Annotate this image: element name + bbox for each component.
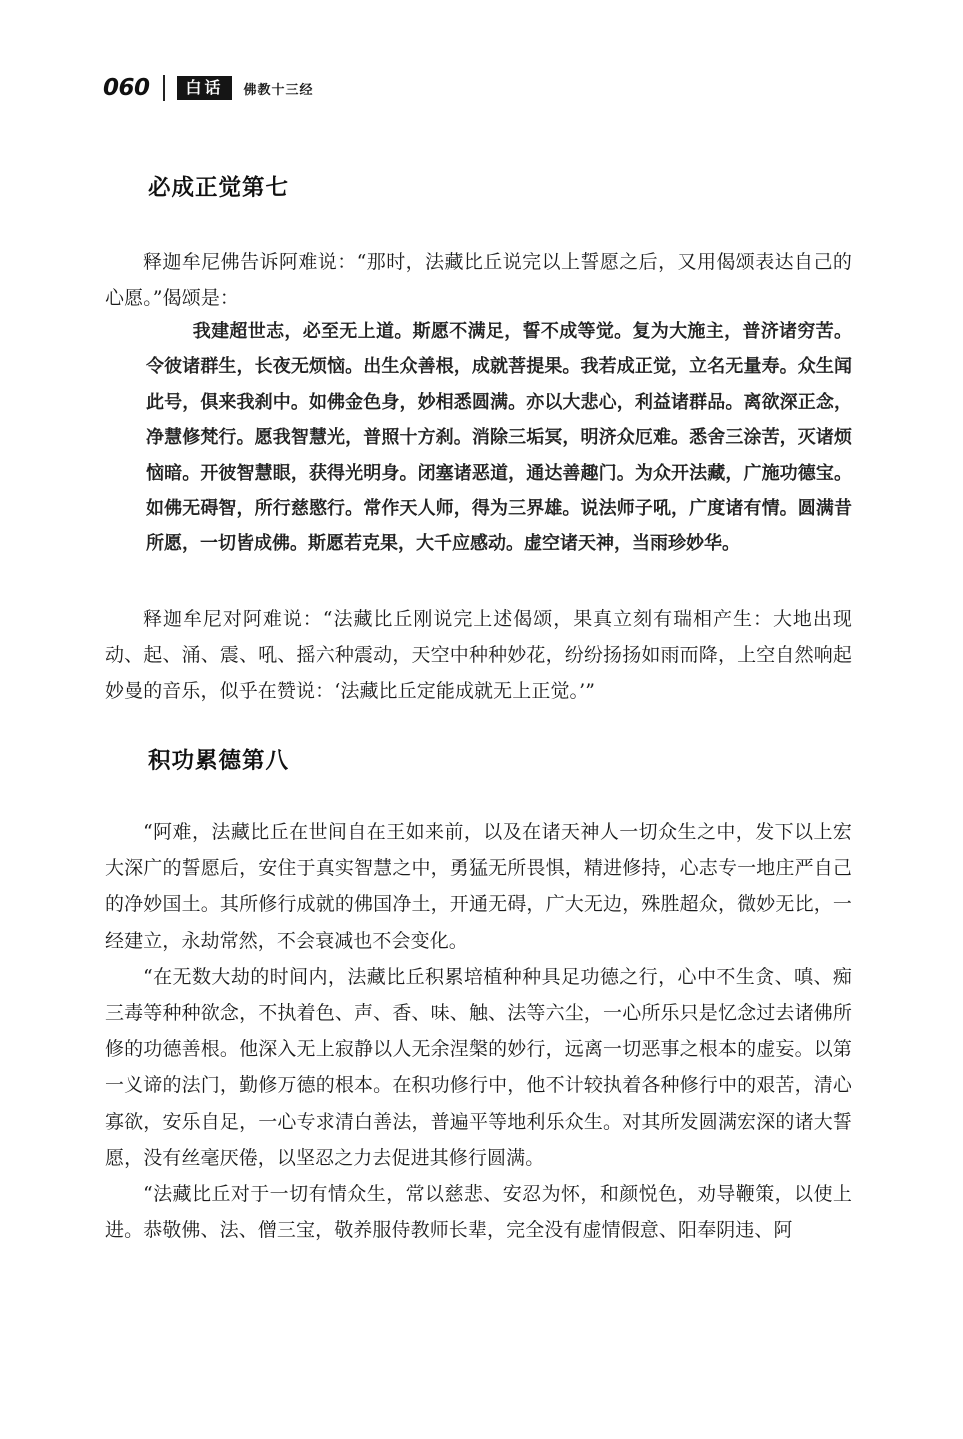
paragraph: “阿难，法藏比丘在世间自在王如来前，以及在诸天神人一切众生之中，发下以上宏大深广的誓愿后，安住于真实智慧之中，勇猛无所畏惧，精进修持，心志专一地庄严自己的净妙国土。其所修行成就的佛国净土，开通无碍，广大无边，殊胜超众，微妙无比，一经建立，永劫常然，不会衰减也不会变化。 [105,821,852,952]
book-title: 佛教十三经 [243,82,314,98]
page-number: 060 [103,75,150,101]
section-outro [105,601,852,710]
running-header [103,70,314,106]
series-badge: 白话 [177,76,232,100]
paragraph: 释迦牟尼佛告诉阿难说：“那时，法藏比丘说完以上誓愿之后，又用偈颂表达自己的心愿。”偈颂是： [105,251,852,310]
verse-block: 我建超世志，必至无上道。斯愿不满足，誓不成等觉。复为大施主，普济诸穷苦。令彼诸群生，长夜无烦恼。出生众善根，成就菩提果。我若成正觉，立名无量寿。众生闻此号，俱来我刹中。如佛金色身，妙相悉圆满。亦以大悲心，利益诸群品。离欲深正念，净慧修梵行。愿我智慧光，普照十方刹。消除三垢冥，明济众厄难。悉舍三涂苦，灭诸烦恼暗。开彼智慧眼，获得光明身。闭塞诸恶道，通达善趣门。为众开法藏，广施功德宝。如佛无碍智，所行慈愍行。常作天人师，得为三界雄。说法师子吼，广度诸有情。圆满昔所愿，一切皆成佛。斯愿若克果，大千应感动。虚空诸天神，当雨珍妙华。 [146,321,852,555]
paragraph: “在无数大劫的时间内，法藏比丘积累培植种种具足功德之行，心中不生贪、嗔、痴三毒等种种欲念，不执着色、声、香、味、触、法等六尘，一心所乐只是忆念过去诸佛所修的功德善根。他深入无上寂静以人无余涅槃的妙行，远离一切恶事之根本的虚妄。以第一义谛的法门，勤修万德的根本。在积功修行中，他不计较执着各种修行中的艰苦，清心寡欲，安乐自足，一心专求清白善法，普遍平等地利乐众生。对其所发圆满宏深的诸大誓愿，没有丝毫厌倦，以坚忍之力去促进其修行圆满。 [105,965,852,1169]
section-title: 积功累德第八 [148,748,290,774]
paragraph: 释迦牟尼对阿难说：“法藏比丘刚说完上述偈颂，果真立刻有瑞相产生：大地出现动、起、涌、震、吼、摇六种震动，天空中种种妙花，纷纷扬扬如雨而降，上空自然响起妙曼的音乐，似乎在赞说：‘法藏比丘定能成就无上正觉。’” [105,608,852,703]
paragraph: “法藏比丘对于一切有情众生，常以慈悲、安忍为怀，和颜悦色，劝导鞭策，以使上进。恭敬佛、法、僧三宝，敬养服侍教师长辈，完全没有虚情假意、阳奉阴违、阿 [105,1183,852,1242]
section-body [105,814,852,1248]
section-intro [105,244,852,316]
section-title: 必成正觉第七 [148,175,290,201]
header-divider [163,75,165,101]
